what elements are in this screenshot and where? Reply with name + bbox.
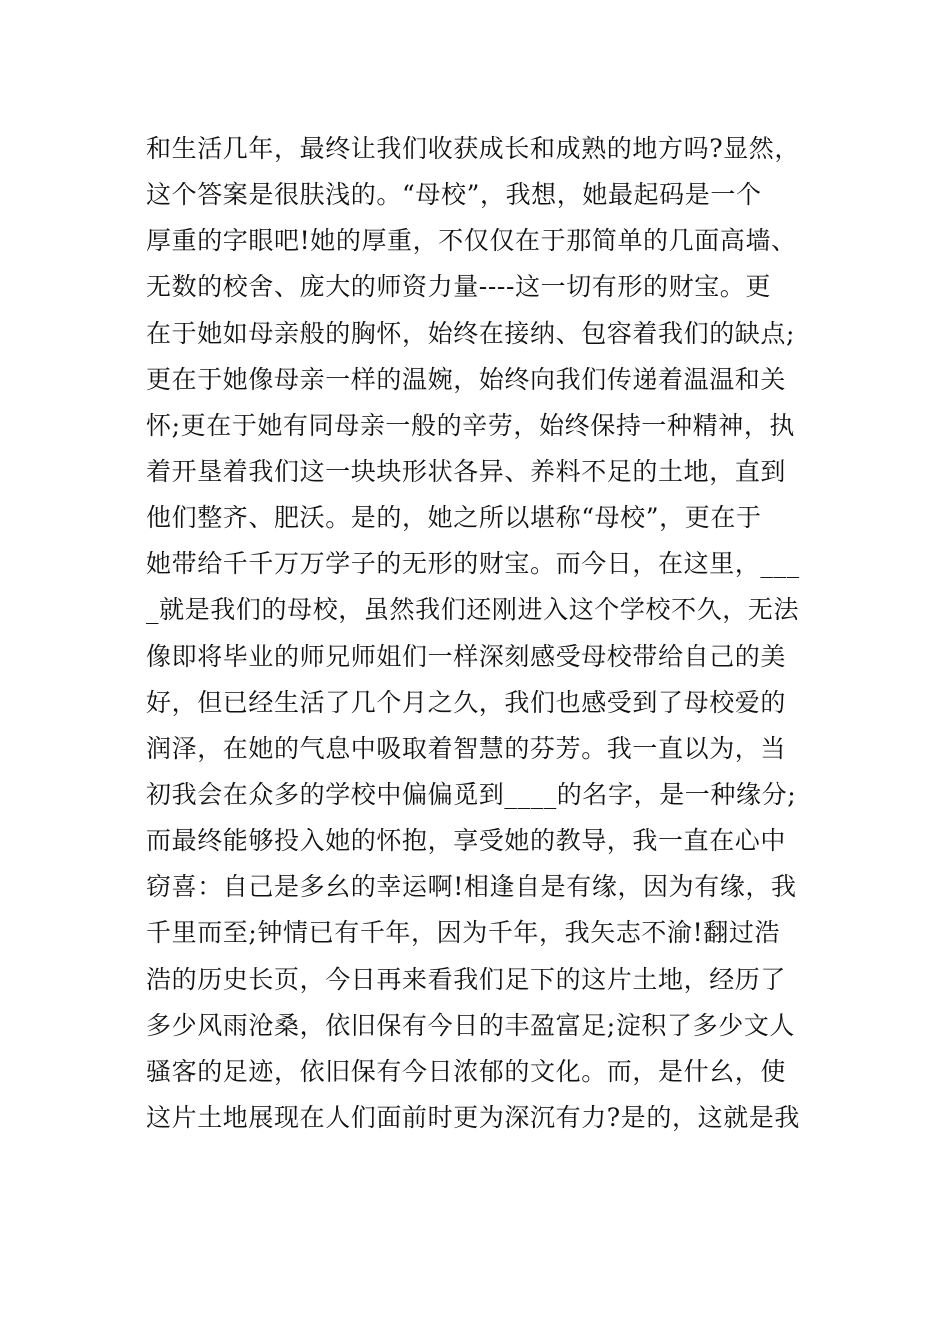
text-line: 而最终能够投入她的怀抱，享受她的教导，我一直在心中	[146, 826, 787, 856]
body-text	[146, 126, 816, 1141]
text-line: 在于她如母亲般的胸怀，始终在接纳、包容着我们的缺点;	[146, 318, 796, 348]
text-line: 厚重的字眼吧!她的厚重，不仅仅在于那简单的几面高墙、	[146, 226, 797, 256]
text-line: 骚客的足迹，依旧保有今日浓郁的文化。而，是什幺，使	[146, 1056, 787, 1086]
text-line: 无数的校舍、庞大的师资力量----这一切有形的财宝。更	[146, 272, 771, 302]
text-line: 和生活几年，最终让我们收获成长和成熟的地方吗?显然，	[146, 134, 801, 163]
text-line: 润泽，在她的气息中吸取着智慧的芬芳。我一直以为，当	[146, 733, 787, 763]
text-line: 她带给千千万万学子的无形的财宝。而今日，在这里，___	[146, 549, 800, 579]
text-line: 着开垦着我们这一块块形状各异、养料不足的土地，直到	[146, 456, 787, 486]
text-line: 怀;更在于她有同母亲一般的辛劳，始终保持一种精神，执	[146, 410, 796, 440]
text-line: 这个答案是很肤浅的。“母校”，我想，她最起码是一个	[146, 180, 762, 210]
text-line: 这片土地展现在人们面前时更为深沉有力?是的，这就是我	[146, 1102, 801, 1132]
text-line: 像即将毕业的师兄师姐们一样深刻感受母校带给自己的美	[146, 641, 787, 671]
text-line: 初我会在众多的学校中偏偏觅到____的名字，是一种缘分;	[146, 779, 797, 809]
text-line: 千里而至;钟情已有千年，因为千年，我矢志不渝!翻过浩	[146, 918, 781, 948]
text-line: _就是我们的母校，虽然我们还刚进入这个学校不久，无法	[146, 595, 800, 625]
text-line: 他们整齐、肥沃。是的，她之所以堪称“母校”，更在于	[146, 503, 762, 533]
text-line: 更在于她像母亲一样的温婉，始终向我们传递着温温和关	[146, 364, 787, 394]
text-line: 多少风雨沧桑，依旧保有今日的丰盈富足;淀积了多少文人	[146, 1010, 796, 1040]
text-line: 浩的历史长页，今日再来看我们足下的这片土地，经历了	[146, 964, 787, 994]
text-line: 窃喜：自己是多幺的幸运啊!相逢自是有缘，因为有缘，我	[146, 872, 797, 902]
text-line: 好，但已经生活了几个月之久，我们也感受到了母校爱的	[146, 687, 787, 717]
